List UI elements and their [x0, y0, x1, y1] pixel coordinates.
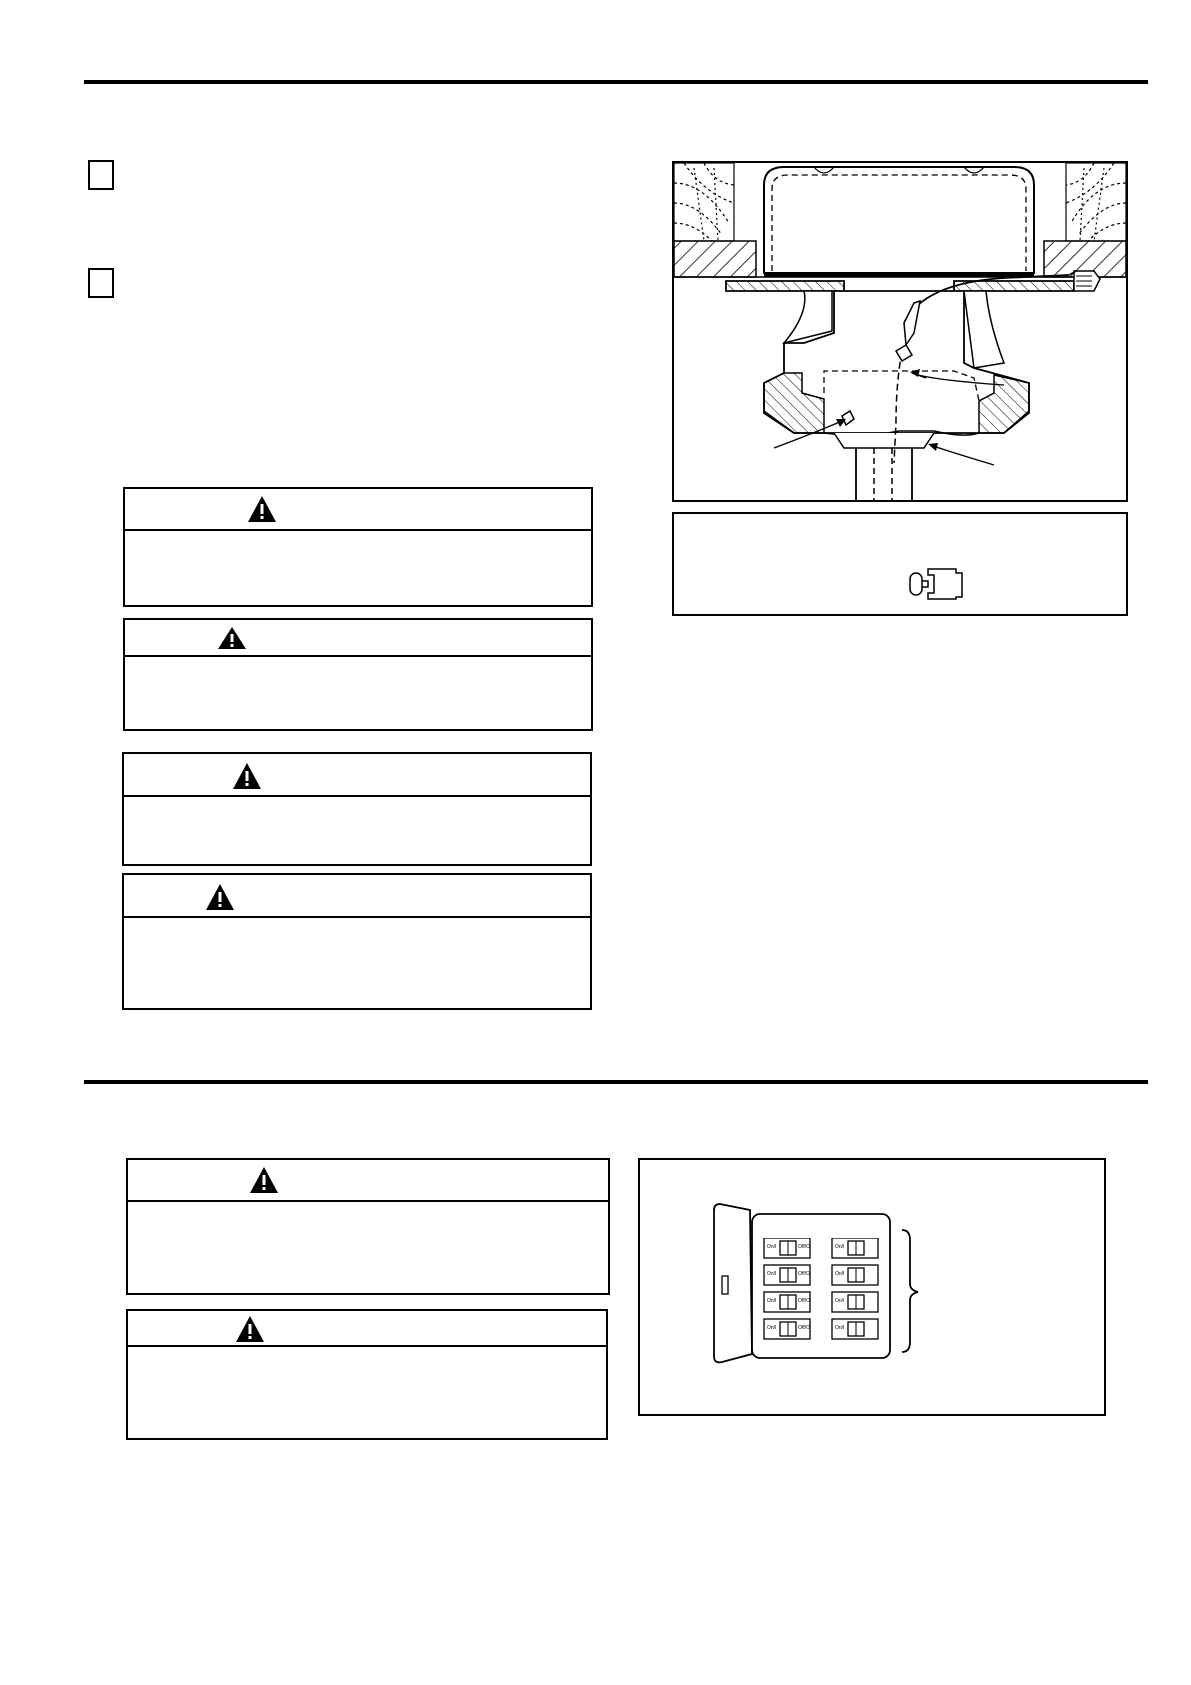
warning-triangle-icon: [217, 626, 247, 650]
breaker-label: On/I: [835, 1271, 845, 1277]
step-1-checkbox: [88, 160, 114, 190]
step-2-checkbox: [88, 268, 114, 298]
breaker-panel-figure: [638, 1158, 1106, 1416]
breaker-switch: [764, 1319, 810, 1339]
breaker-label: On/I: [835, 1244, 845, 1250]
breaker-label: Off/O: [798, 1298, 810, 1304]
breaker-switches: [760, 1238, 884, 1350]
warning-triangle-icon: [235, 1315, 265, 1343]
warning-box-1: [123, 487, 593, 607]
breaker-switch: [832, 1265, 878, 1285]
breaker-label: On/I: [767, 1298, 777, 1304]
breaker-switch: [764, 1265, 810, 1285]
breaker-switch: [832, 1238, 878, 1258]
breaker-rows: [760, 1238, 884, 1350]
breaker-switch: [764, 1292, 810, 1312]
section-rule: [84, 1080, 1148, 1084]
breaker-switch: [832, 1292, 878, 1312]
mounting-diagram: [672, 161, 1128, 502]
breaker-label: Off/O: [798, 1325, 810, 1331]
breaker-label: On/I: [767, 1271, 777, 1277]
connector-clip-icon: [906, 567, 966, 601]
warning-triangle-icon: [205, 883, 235, 911]
breaker-label: Off/O: [798, 1271, 810, 1277]
warning-box-4: [122, 873, 592, 1010]
breaker-label: On/I: [835, 1325, 845, 1331]
breaker-label: On/I: [767, 1325, 777, 1331]
breaker-label: On/I: [835, 1298, 845, 1304]
connector-legend-box: [672, 512, 1128, 616]
breaker-label: On/I: [767, 1244, 777, 1250]
warning-box-3: [122, 752, 592, 866]
warning-box-6: [126, 1309, 608, 1440]
top-rule: [84, 80, 1148, 84]
ceiling-mount-diagram: [674, 163, 1126, 500]
breaker-switch: [764, 1238, 810, 1258]
warning-triangle-icon: [249, 1166, 279, 1194]
warning-triangle-icon: [247, 495, 277, 523]
warning-box-5: [126, 1158, 610, 1295]
breaker-label: Off/O: [798, 1244, 810, 1250]
warning-triangle-icon: [232, 762, 262, 790]
breaker-switch: [832, 1319, 878, 1339]
warning-box-2: [123, 618, 593, 731]
